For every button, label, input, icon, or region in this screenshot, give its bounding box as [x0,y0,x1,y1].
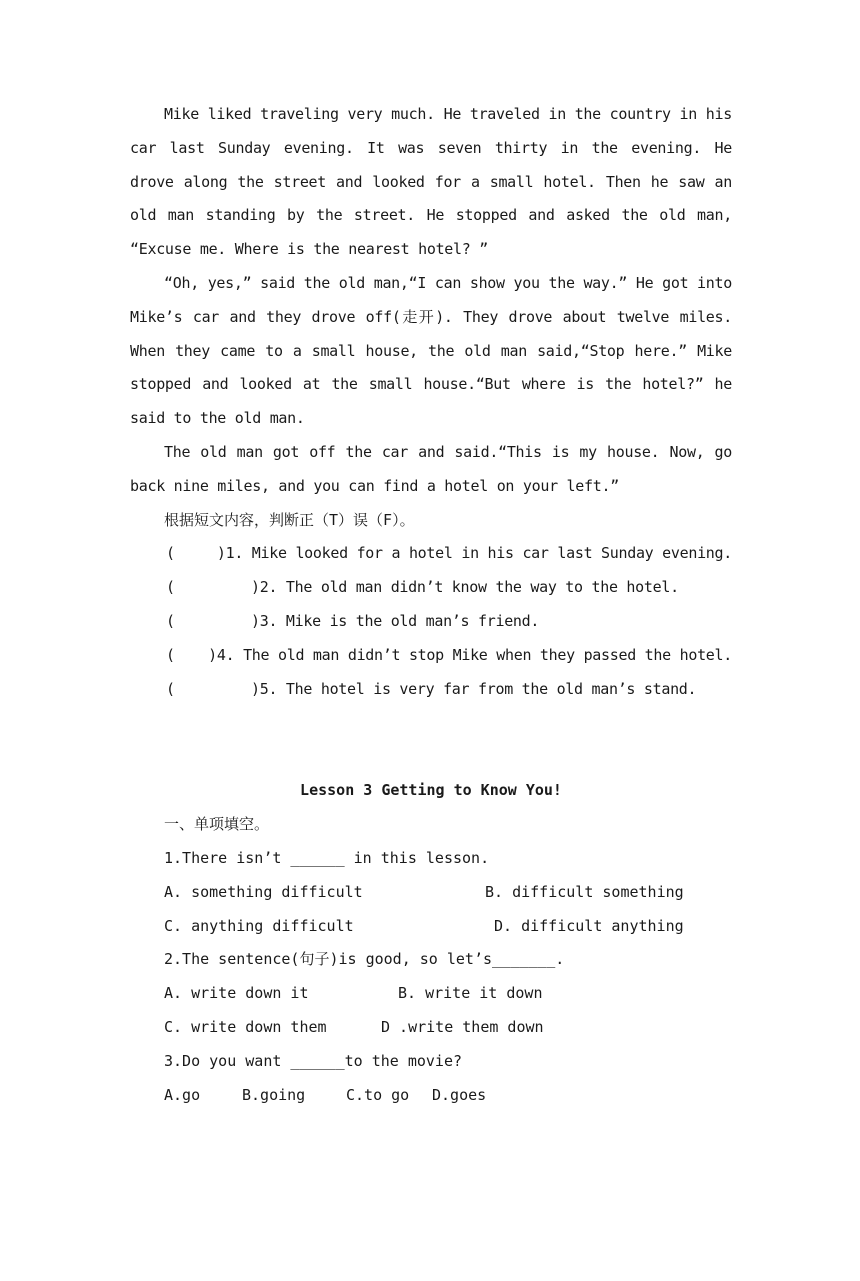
question-stem: 3.Do you want ______to the movie? [164,1051,463,1070]
statement-text: )5. The hotel is very far from the old man’s stand. [251,679,697,698]
option-row [164,910,732,944]
document-page [130,98,732,1112]
option-c[interactable]: C.to go [346,1085,410,1104]
answer-blank[interactable]: ( [166,611,175,630]
true-false-item [166,537,732,571]
option-a[interactable]: A.go [164,1085,201,1104]
passage-paragraph-3: The old man got off the car and said.“This is my house. Now, go back nine miles, and you can find a hotel on your left.” [130,442,732,495]
option-row [164,1011,732,1045]
statement-text: )4. The old man didn’t stop Mike when they passed the hotel. [208,645,732,664]
statement-text: )2. The old man didn’t know the way to the hotel. [251,578,679,597]
section-title: 一、单项填空。 [164,815,270,834]
true-false-item [166,605,732,639]
option-b[interactable]: B. write it down [398,984,543,1003]
statement-text: )3. Mike is the old man’s friend. [251,611,540,630]
option-a[interactable]: A. write down it [164,984,309,1003]
true-false-item [166,571,732,605]
option-row [164,1079,732,1113]
option-d[interactable]: D. difficult anything [494,916,684,935]
option-a[interactable]: A. something difficult [164,882,363,901]
true-false-item [166,639,732,673]
passage-paragraph-2: “Oh, yes,” said the old man,“I can show you the way.” He got into Mike’s car and they drove off(走开). They drove about twelve miles. When they came to a small house, the old man said,“Stop here.” Mike stopped and looked at the small house.“But where is the hotel?” he said to the old man. [130,273,732,428]
question-stem: 2.The sentence(句子)is good, so let’s_______. [164,950,565,969]
option-row [164,876,732,910]
true-false-instruction: 根据短文内容，判断正（T）误（F）。 [164,510,415,529]
option-row [164,977,732,1011]
true-false-list [130,537,732,706]
true-false-item [166,673,732,707]
lesson-title: Lesson 3 Getting to Know You! [300,781,562,800]
answer-blank[interactable]: ( [166,578,175,597]
option-b[interactable]: B.going [242,1085,306,1104]
option-c[interactable]: C. write down them [164,1017,327,1036]
answer-blank[interactable]: ( [166,645,175,664]
answer-blank[interactable]: ( [166,679,175,698]
option-d[interactable]: D .write them down [381,1017,544,1036]
answer-blank[interactable]: ( [166,544,175,563]
option-b[interactable]: B. difficult something [485,882,684,901]
option-c[interactable]: C. anything difficult [164,916,354,935]
option-d[interactable]: D.goes [432,1085,487,1104]
question-stem: 1.There isn’t ______ in this lesson. [164,848,490,867]
statement-text: )1. Mike looked for a hotel in his car last Sunday evening. [216,544,732,563]
passage-paragraph-1: Mike liked traveling very much. He traveled in the country in his car last Sunday evening. It was seven thirty in the evening. He drove along the street and looked for a small hotel. Then he saw an old man standing by the street. He stopped and asked the old man, “Excuse me. Where is the nearest hotel? ” [130,105,732,259]
